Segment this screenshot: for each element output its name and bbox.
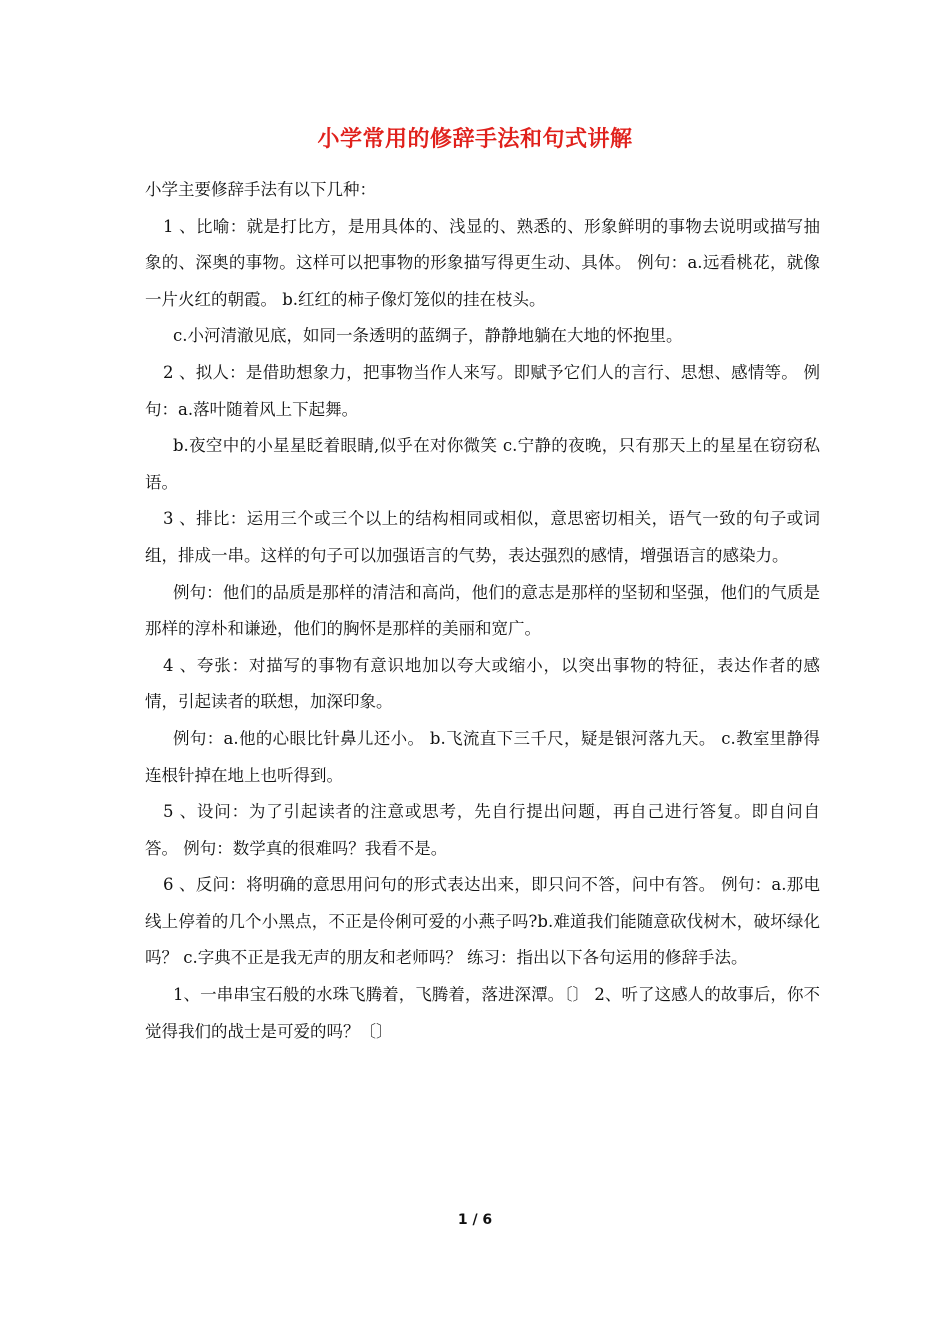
- document-title: 小学常用的修辞手法和句式讲解: [317, 127, 633, 152]
- paragraph-personification-examples: b.夜空中的小星星眨着眼睛,似乎在对你微笑 c.宁静的夜晚，只有那天上的星星在窃窃私语。: [145, 436, 820, 492]
- document-body: [145, 172, 820, 1050]
- paragraph-personification: 2 、拟人：是借助想象力，把事物当作人来写。即赋予它们人的言行、思想、感情等。 例句：a.落叶随着风上下起舞。: [145, 362, 820, 419]
- paragraph-parallelism: 3 、排比：运用三个或三个以上的结构相同或相似，意思密切相关，语气一致的句子或词组，排成一串。这样的句子可以加强语言的气势，表达强烈的感情，增强语言的感染力。: [145, 509, 820, 565]
- paragraph-parallelism-example: 例句：他们的品质是那样的清洁和高尚，他们的意志是那样的坚韧和坚强，他们的气质是那样的淳朴和谦逊，他们的胸怀是那样的美丽和宽广。: [145, 582, 820, 639]
- paragraph-exercise: 1、一串串宝石般的水珠飞腾着，飞腾着，落进深潭。〔〕 2、听了这感人的故事后，你不觉得我们的战士是可爱的吗？〔〕: [145, 985, 820, 1041]
- paragraph-intro: 小学主要修辞手法有以下几种：: [145, 180, 376, 199]
- paragraph-hyperbole: 4 、夸张：对描写的事物有意识地加以夸大或缩小，以突出事物的特征，表达作者的感情，引起读者的联想，加深印象。: [145, 655, 820, 712]
- paragraph-metaphor-example-c: c.小河清澈见底，如同一条透明的蓝绸子，静静地躺在大地的怀抱里。: [173, 326, 683, 346]
- paragraph-metaphor: 1 、比喻：就是打比方，是用具体的、浅显的、熟悉的、形象鲜明的事物去说明或描写抽象的、深奥的事物。这样可以把事物的形象描写得更生动、具体。 例句：a.远看桃花，就像一片火红的朝霞。 b.红红的柿子像灯笼似的挂在枝头。: [145, 216, 820, 309]
- paragraph-rhetorical-question: 6 、反问：将明确的意思用问句的形式表达出来，即只问不答，问中有答。 例句：a.那电线上停着的几个小黑点，不正是伶俐可爱的小燕子吗?b.难道我们能随意砍伐树木，破坏绿化吗？ c.字典不正是我无声的朋友和老师吗？ 练习：指出以下各句运用的修辞手法。: [145, 875, 820, 968]
- paragraph-hyperbole-examples: 例句：a.他的心眼比针鼻儿还小。 b.飞流直下三千尺，疑是银河落九天。 c.教室里静得连根针掉在地上也听得到。: [145, 728, 820, 785]
- paragraph-hypophora: 5 、设问：为了引起读者的注意或思考，先自行提出问题，再自己进行答复。即自问自答。 例句：数学真的很难吗？我看不是。: [145, 802, 820, 858]
- page-number: 1 / 6: [457, 1212, 493, 1228]
